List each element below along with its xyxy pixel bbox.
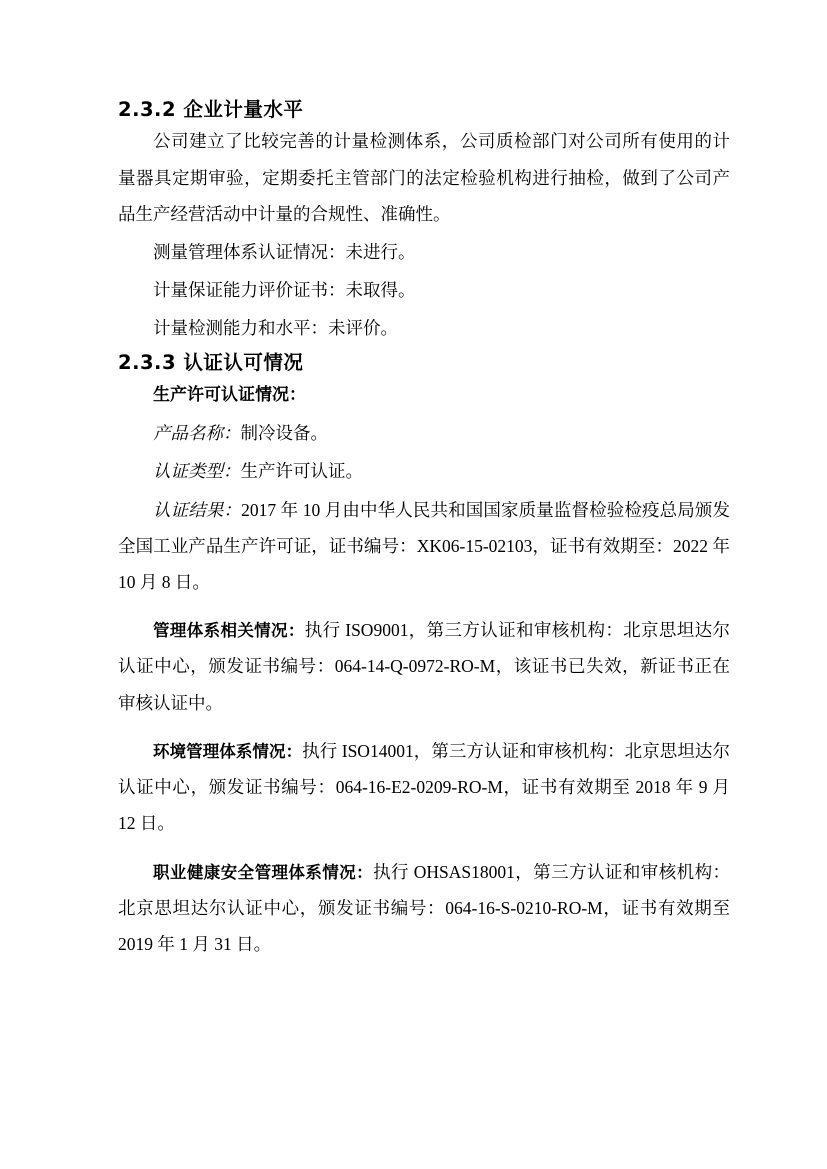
section-title: 企业计量水平 [183,98,304,121]
paragraph-metering-system: 公司建立了比较完善的计量检测体系，公司质检部门对公司所有使用的计量器具定期审验，定期委托主管部门的法定检验机构进行抽检，做到了公司产品生产经营活动中计量的合规性、准确性。 [118,131,730,224]
section-heading-233 [118,349,730,376]
item-label: 管理体系相关情况： [153,621,305,641]
item-occupational-health-system [118,854,730,963]
section-number: 2.3.2 [118,98,177,121]
item-value: 执行 ISO9001，第三方认证和审核机构：北京思坦达尔认证中心，颁发证书编号：064-14-Q-0972-RO-M，该证书已失效，新证书正在审核认证中。 [118,620,730,713]
paragraph-capability-cert: 计量保证能力评价证书：未取得。 [153,280,416,301]
subsection-title-production-license [118,376,730,413]
spacer [118,602,730,612]
subsection-label: 生产许可认证情况： [153,384,306,405]
item-certification-result [118,492,730,601]
item-value: 生产许可认证。 [240,461,363,482]
section-title: 认证认可情况 [183,350,304,374]
item-label: 职业健康安全管理体系情况： [153,862,374,882]
item-certification-type [118,453,730,489]
item-management-system [118,612,730,721]
item-label: 产品名称： [153,423,241,444]
section-heading-232 [118,96,730,123]
item-label: 认证类型： [153,461,241,482]
item-label: 环境管理体系情况： [153,741,303,761]
item-label: 认证结果： [153,499,242,520]
item-value: 制冷设备。 [240,423,328,444]
item-value: 执行 ISO14001，第三方认证和审核机构：北京思坦达尔认证中心，颁发证书编号：064-16-E2-0209-RO-M，证书有效期至 2018 年 9 月 12 日。 [118,740,730,834]
paragraph-measurement-cert: 测量管理体系认证情况：未进行。 [153,241,416,262]
page-content [118,96,730,962]
section-number: 2.3.3 [118,350,177,374]
item-environment-system [118,733,730,842]
paragraph-detection-level: 计量检测能力和水平：未评价。 [153,318,398,339]
item-value: 2017 年 10 月由中华人民共和国国家质量监督检验检疫总局颁发全国工业产品生产许可证，证书编号：XK06-15-02103，证书有效期至：2022 年 10 月 8 日。 [118,499,730,592]
spacer [118,844,730,854]
item-value: 执行 OHSAS18001，第三方认证和审核机构：北京思坦达尔认证中心，颁发证书编号：064-16-S-0210-RO-M，证书有效期至 2019 年 1 月 31 日。 [118,861,731,954]
spacer [118,723,730,733]
item-product-name [118,415,730,451]
